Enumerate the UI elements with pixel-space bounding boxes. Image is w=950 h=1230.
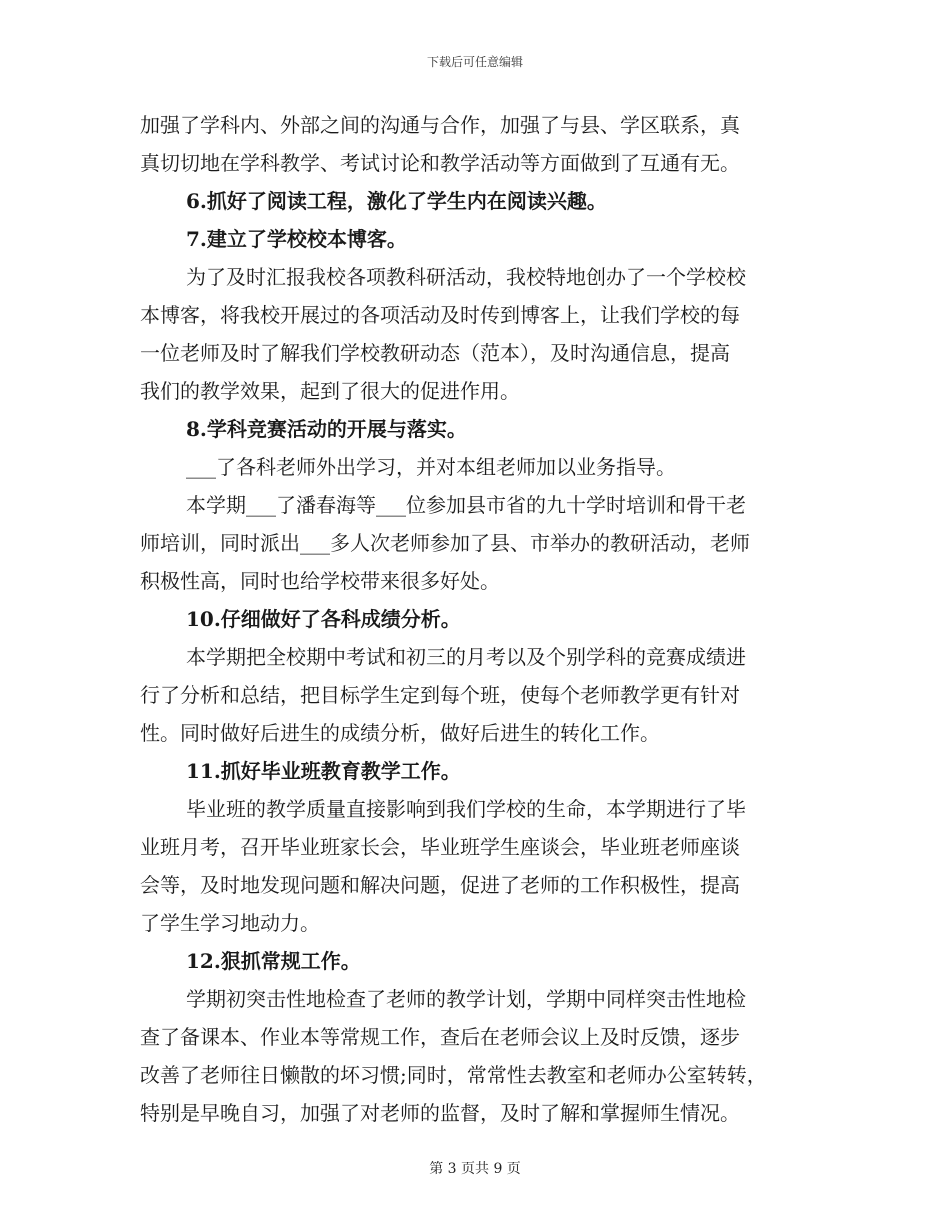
paragraph-line: 本学期把全校期中考试和初三的月考以及个别学科的竞赛成绩进 [186, 645, 746, 669]
document-body [140, 106, 820, 1132]
paragraph-line: 学期初突击性地检查了老师的教学计划，学期中同样突击性地检 [186, 987, 746, 1011]
section-heading: 11.抓好毕业班教育教学工作。 [186, 759, 461, 783]
page-header: 下载后可任意编辑 [426, 55, 523, 69]
paragraph-line: 师培训，同时派出___多人次老师参加了县、市举办的教研活动，老师 [140, 531, 750, 555]
section-heading: 6.抓好了阅读工程，激化了学生内在阅读兴趣。 [186, 189, 607, 213]
paragraph-line: 会等，及时地发现问题和解决问题，促进了老师的工作积极性，提高 [140, 873, 740, 897]
paragraph-line: 查了备课本、作业本等常规工作，查后在老师会议上及时反馈，逐步 [140, 1025, 740, 1049]
paragraph-line: ___了各科老师外出学习，并对本组老师加以业务指导。 [186, 455, 676, 479]
paragraph-line: 行了分析和总结，把目标学生定到每个班，使每个老师教学更有针对 [140, 683, 740, 707]
paragraph-line: 性。同时做好后进生的成绩分析，做好后进生的转化工作。 [140, 721, 660, 745]
section-heading: 7.建立了学校校本博客。 [186, 227, 407, 251]
paragraph-line: 毕业班的教学质量直接影响到我们学校的生命，本学期进行了毕 [186, 797, 746, 821]
section-heading: 8.学科竞赛活动的开展与落实。 [186, 417, 467, 441]
paragraph-line: 业班月考，召开毕业班家长会，毕业班学生座谈会，毕业班老师座谈 [140, 835, 740, 859]
paragraph-line: 本学期___了潘春海等___位参加县市省的九十学时培训和骨干老 [186, 493, 746, 517]
paragraph-line: 我们的教学效果，起到了很大的促进作用。 [140, 379, 520, 403]
paragraph-line: 积极性高，同时也给学校带来很多好处。 [140, 569, 500, 593]
section-heading: 12.狠抓常规工作。 [186, 949, 361, 973]
page-footer: 第 3 页共 9 页 [429, 1161, 521, 1177]
paragraph-line: 一位老师及时了解我们学校教研动态（范本），及时沟通信息，提高 [140, 341, 730, 365]
paragraph-line: 为了及时汇报我校各项教科研活动，我校特地创办了一个学校校 [186, 265, 746, 289]
section-heading: 10.仔细做好了各科成绩分析。 [186, 607, 461, 631]
paragraph-line: 本博客，将我校开展过的各项活动及时传到博客上，让我们学校的每 [140, 303, 740, 327]
paragraph-line: 特别是早晚自习，加强了对老师的监督，及时了解和掌握师生情况。 [140, 1101, 740, 1125]
paragraph-line: 改善了老师往日懒散的坏习惯;同时，常常性去教室和老师办公室转转， [140, 1063, 767, 1087]
paragraph-line: 了学生学习地动力。 [140, 911, 320, 935]
paragraph-line: 加强了学科内、外部之间的沟通与合作，加强了与县、学区联系，真 [140, 113, 740, 137]
paragraph-line: 真切切地在学科教学、考试讨论和教学活动等方面做到了互通有无。 [140, 151, 740, 175]
